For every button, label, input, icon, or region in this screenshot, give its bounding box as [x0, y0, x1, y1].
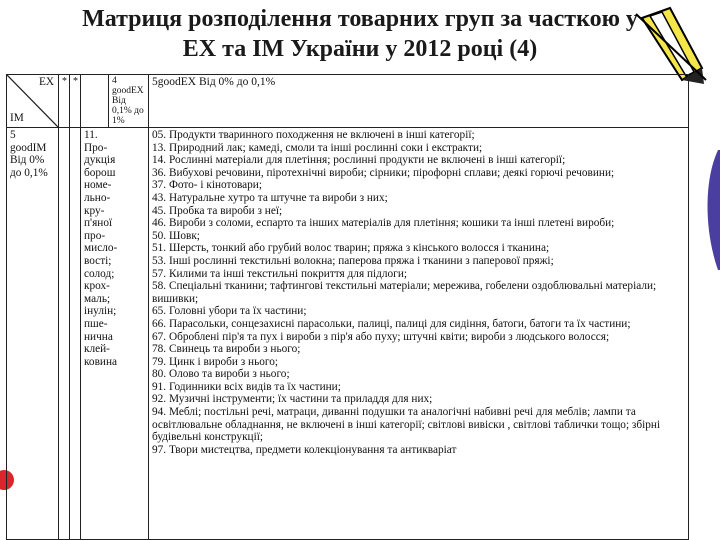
- header-empty-cell: [81, 75, 109, 128]
- empty-cell: [59, 128, 70, 540]
- list-item: 97. Твори мистецтва, предмети колекціонування та антикваріат: [152, 443, 457, 456]
- list-item: 37. Фото- і кінотовари;: [152, 179, 262, 192]
- list-item: 78. Свинець та вироби з нього;: [152, 343, 301, 356]
- table-header-row: [7, 75, 689, 128]
- list-item: 80. Олово та вироби з нього;: [152, 368, 290, 381]
- decorative-swoosh-icon: [700, 150, 720, 270]
- goods-list-cell: [149, 128, 689, 540]
- list-item: 53. Інші рослинні текстильні волокна; паперова пряжа і тканини з паперової пряжі;: [152, 254, 554, 267]
- list-item: 94. Меблі; постільні речі, матраци, диванні подушки та аналогічні набивні речі для меблів; лампи та освітлювальне обладнання, не включені в інші категорії; світлові вивіски , світлові таблички тощо; збірні будівельні конструкції;: [152, 406, 661, 444]
- goods-matrix-table: [6, 74, 689, 540]
- list-item: 46. Вироби з соломи, еспарто та інших матеріалів для плетіння; кошики та інші плетені вироби;: [152, 217, 615, 230]
- list-item: 05. Продукти тваринного походження не включені в інші категорії;: [152, 129, 475, 141]
- empty-cell: [70, 128, 81, 540]
- list-item: 91. Годинники всіх видів та їх частини;: [152, 380, 341, 393]
- header-5goodex-label: 5goodEX Від 0% до 0,1%: [149, 75, 689, 128]
- list-item: 50. Шовк;: [152, 229, 200, 242]
- title-line-1: Матриця розподілення товарних груп за часткою у: [82, 6, 638, 32]
- header-star-2: *: [70, 75, 81, 128]
- list-item: 43. Натуральне хутро та штучне та вироби з них;: [152, 191, 388, 204]
- list-item: 36. Вибухові речовини, піротехнічні вироби; сірники; пірофорні сплави; деякі горючі речовини;: [152, 166, 615, 179]
- corner-ex-label: ЕХ: [38, 76, 54, 88]
- list-item: 67. Оброблені пір'я та пух і вироби з пір'я або пуху; штучні квіти; вироби з людського волосся;: [152, 330, 610, 343]
- list-item: 51. Шерсть, тонкий або грубий волос тварин; пряжа з кінського волосся і тканина;: [152, 242, 550, 255]
- list-item: 45. Пробка та вироби з неї;: [152, 204, 283, 217]
- list-item: 13. Природний лак; камеді, смоли та інші рослинні соки і екстракти;: [152, 141, 483, 154]
- title-line-2: ЕХ та ІМ України у 2012 році (4): [182, 36, 538, 62]
- row-group-11-cell: 11. Про- дукція борош номе- льно- кру- п'яної про- мисло- вості; солод; крох- маль; інулін; пше- нична клей- ковина: [81, 128, 149, 540]
- header-star-1: *: [59, 75, 70, 128]
- list-item: 57. Килими та інші текстильні покриття для підлоги;: [152, 267, 408, 280]
- corner-header-cell: [7, 75, 59, 128]
- row-5goodim-label: 5 goodIM Від 0% до 0,1%: [7, 128, 59, 540]
- list-item: 66. Парасольки, сонцезахисні парасольки, палиці, палиці для сидіння, батоги, батоги та їх частини;: [152, 317, 631, 330]
- corner-im-label: IM: [10, 112, 24, 125]
- list-item: 58. Спеціальні тканини; тафтингові текстильні матеріали; мережива, гобелени оздоблювальні матеріали; вишивки;: [152, 280, 657, 305]
- list-item: 14. Рослинні матеріали для плетіння; рослинні продукти не включені в інші категорії;: [152, 154, 566, 167]
- table-row: [7, 128, 689, 540]
- list-item: 92. Музичні інструменти; їх частини та приладдя для них;: [152, 393, 433, 406]
- header-4goodex-label: 4 goodEX Від 0,1% до 1%: [109, 75, 149, 128]
- list-item: 65. Головні убори та їх частини;: [152, 305, 307, 318]
- list-item: 79. Цинк і вироби з нього;: [152, 355, 279, 368]
- slide-title: [0, 4, 720, 64]
- goods-list: [152, 129, 685, 456]
